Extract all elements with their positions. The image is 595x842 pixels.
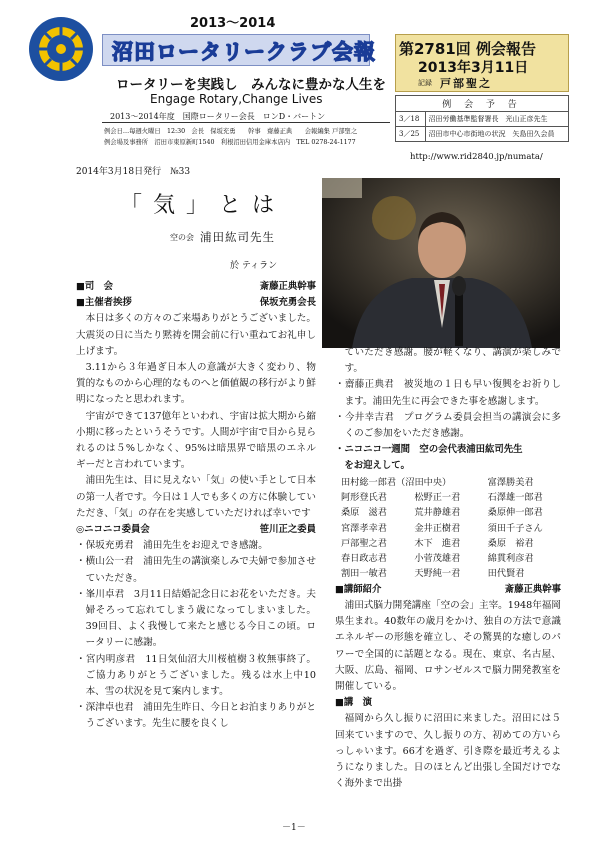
heading-name: 保坂充勇会長 [259,297,316,309]
heading-label: ■講 演 [335,697,372,709]
list-item: ・今井幸吉君 プログラム委員会担当の講演会に多くのご参加をいただき感謝。 [335,411,561,440]
schedule-text: 沼田市中心市街地の状況 矢島田久会員 [425,127,568,142]
schedule-row [396,127,569,142]
schedule-date: 3／25 [396,127,426,142]
section-heading [335,582,561,598]
paragraph: 3.11から３年過ぎ日本人の意識が大きく変わり、物質的なものから心理的なものへと価値観の移行がより鮮明になったと思われます。 [76,362,316,406]
attendee-name: 田村総一郎君（沼田中央） [341,476,452,488]
attendee-name: 桑原伸一郎君 [487,507,543,519]
list-item: ・深津卓也君 浦田先生昨日、今日とお泊まりありがとうございます。先生に腰を良くし [76,702,316,730]
heading-name: 笹川正之委員 [259,524,316,536]
issue-line: 2014年3月18日発行 №33 [76,167,191,177]
attendee-name: 天野純一君 [414,568,461,580]
section-heading [76,522,316,538]
attendee-name: 阿形登氏君 [341,491,387,503]
divider [102,122,390,123]
heading-label: ■講師紹介 [335,583,382,595]
schedule-heading: 例 会 予 告 [396,96,569,112]
list-item: ・横山公一君 浦田先生の講演楽しみで夫婦で参加させていただき。 [76,556,316,584]
list-item: ・齋藤正典君 被災地の１日も早い復興をお祈りします。浦田先生に再会できた事を感謝します。 [335,379,561,407]
attendee-name: 須田千子さん [487,522,543,534]
right-column [335,345,561,792]
meeting-info-line: 例会日…毎週火曜日 12:30 会長 保坂充勇 幹事 齋藤正典 会報編集 戸部聖之 [104,128,358,135]
recorder-label: 記録 [418,79,432,87]
attendee-name: 戸部聖之君 [341,537,387,549]
attendee-name: 割田一敏君 [341,568,387,580]
section-heading [335,695,561,711]
attendee-name: 荒井静雄君 [414,507,461,519]
heading-label: をお迎えして。 [344,460,410,472]
attendee-name: 石澤雄一郎君 [487,491,543,503]
venue: 於 ティラン [230,261,278,271]
recorder-name: 戸部聖之 [440,77,492,90]
slogan-japanese: ロータリーを実践し みんなに豊かな人生を [116,77,386,93]
rotary-emblem-icon [28,16,94,82]
paragraph: 浦田先生は、目に見えない「気」の使い手として日本の第一人者です。今日は１人でも多くの方に体験していただき、「気」の存在を実感していただければ幸いです [76,475,316,519]
section-heading [76,295,316,311]
meeting-schedule [395,95,569,142]
heading-label: ■司 会 [76,281,113,292]
meeting-info-line: 例会場及事務所 沼田市東原新町1540 利根沼田信用金庫本店内 TEL 0278-24-1177 [104,139,356,146]
heading-name: 斎藤正典幹事 [504,583,561,595]
schedule-row [396,112,569,127]
heading-label: ◎ニコニコ委員会 [76,524,150,536]
section-heading [76,279,316,295]
attendee-name: 富澤勝美君 [487,476,534,488]
article-title: 「気」とは [120,193,286,218]
meeting-info [104,126,357,148]
attendee-name: 春日政志君 [341,553,387,565]
list-item: ・保坂充勇君 浦田先生をお迎えでき感謝。 [76,540,268,552]
club-website-link[interactable]: http://www.rid2840.jp/numata/ [410,152,543,162]
attendee-name: 綿貫利彦君 [487,553,534,565]
attendee-name: 桑原 裕君 [487,537,534,549]
attendee-name: 松野正一君 [414,491,461,503]
attendee-name: 金井正樹君 [414,522,461,534]
report-date: 2013年3月11日 [418,60,529,76]
attendee-name: 宮澤孝幸君 [341,522,387,534]
attendee-name: 小菅茂雄君 [414,553,461,565]
schedule-text: 沼田労働基準監督署長 光山正彦先生 [425,112,568,127]
attendee-list [335,475,561,582]
paragraph: 宇宙ができて137億年といわれ、宇宙は拡大期から縮小期に移ったというそうです。人間が宇宙で目から見られるのは５%しかなく、95%は暗黒界で暗黒のエネルギーだと言われています。 [76,410,316,471]
ri-president-line: 2013～2014年度 国際ロータリー会長 ロンD・バートン [110,112,326,121]
attendee-name: 田代賢君 [487,568,525,580]
schedule-date: 3／18 [396,112,426,127]
paragraph: ていただき感謝。腰が軽くなり、講演が楽しみです。 [344,347,561,375]
list-item: ・峯川卓君 3月11日結婚記念日にお花をいただき。夫婦そろって忘れてしまう歳になってしまいました。39回目、よく我慢して来たと感じる今日この頃。ロータリーに感謝。 [76,588,316,649]
heading-label: ・ニコニコ一週間 空の会代表浦田紘司先生 [335,444,523,456]
paragraph: 浦田式脳力開発講座「空の会」主宰。1948年福岡県生まれ。40数年の歳月をかけ、独自の方法で意識エネルギーの形態を確立し、その驚異的な癒しのパワーで全国的に話題となる。現在、東京、名古屋、大阪、広島、福岡、ロサンゼルスで脳力開発教室を開催している。 [335,599,561,692]
heading-label: ■主催者挨拶 [76,297,132,309]
left-column [76,279,316,733]
paragraph: 本日は多くの方々のご来場ありがとうございました。大震災の日に当たり黙祷を開会前に行い重ねてお礼申し上げます。 [76,313,316,357]
club-name: 沼田ロータリークラブ会報 [112,40,376,64]
heading-name: 斎藤正典幹事 [259,281,316,292]
fiscal-years: 2013～2014 [190,16,276,31]
page-number: －1－ [282,823,306,833]
slogan-english: Engage Rotary,Change Lives [150,92,323,106]
speaker-affiliation: 空の会 [170,233,194,242]
speaker-name: 浦田紘司先生 [200,230,275,244]
list-item: ・宮内明彦君 11日気仙沼大川桜植樹３枚無事終了。ご協力ありがとうございました。残るは水上中10本、雪の状況を見て案内します。 [76,653,316,698]
paragraph: 福岡から久し振りに沼田に来ました。沼田には５回来ていますので、久し振りの方、初めての方いらっしゃいます。66才を過ぎ、引き際を最近考えるようになりました。日のほとんど出張し全国だけでなく海外まで出掛 [335,713,561,790]
report-number-title: 第2781回 例会報告 [399,40,536,58]
attendee-name: 木下 進君 [414,537,461,549]
speaker-photo [322,178,560,348]
section-heading [335,442,561,474]
attendee-name: 桑原 滋君 [341,507,387,519]
